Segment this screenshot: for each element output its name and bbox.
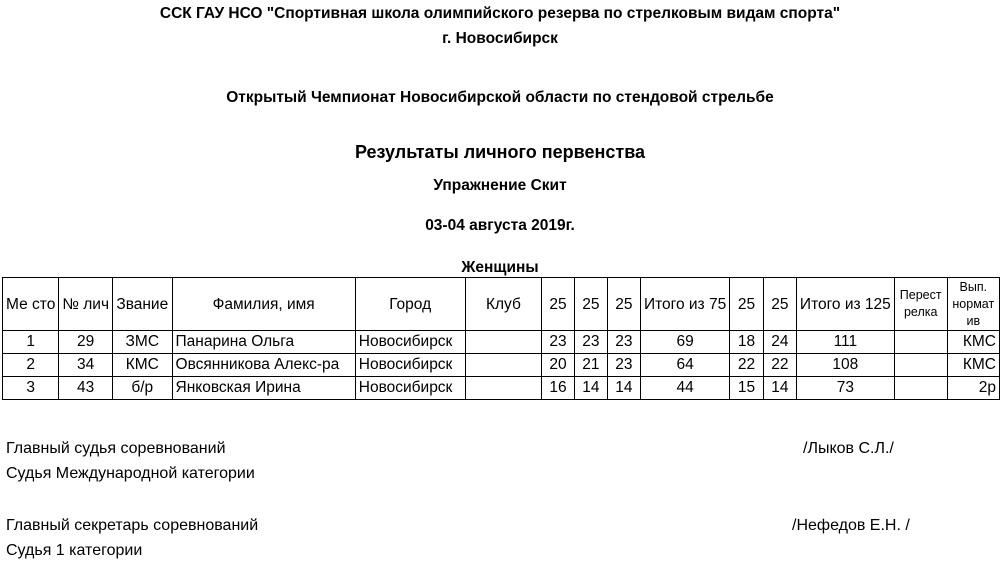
cell-club bbox=[465, 331, 542, 354]
cell-series-2: 14 bbox=[574, 377, 607, 400]
cell-shootoff bbox=[894, 331, 947, 354]
col-header-series-3: 25 bbox=[607, 278, 640, 331]
cell-series-1: 20 bbox=[542, 354, 575, 377]
chief-judge-name: /Лыков С.Л./ bbox=[803, 440, 894, 457]
cell-number: 43 bbox=[59, 377, 113, 400]
table-row bbox=[3, 377, 1000, 400]
col-header-rank: Звание bbox=[113, 278, 173, 331]
chief-judge-label: Главный судья соревнований bbox=[6, 440, 226, 457]
table-row bbox=[3, 331, 1000, 354]
col-header-series-2: 25 bbox=[574, 278, 607, 331]
cell-total-75: 69 bbox=[640, 331, 729, 354]
cell-shootoff bbox=[894, 354, 947, 377]
cell-club bbox=[465, 354, 542, 377]
cell-club bbox=[465, 377, 542, 400]
col-header-name: Фамилия, имя bbox=[172, 278, 355, 331]
chief-secretary-label: Главный секретарь соревнований bbox=[6, 517, 259, 534]
cell-total-75: 64 bbox=[640, 354, 729, 377]
cell-total-75: 44 bbox=[640, 377, 729, 400]
col-header-total-75: Итого из 75 bbox=[640, 278, 729, 331]
cell-place: 2 bbox=[3, 354, 59, 377]
results-table bbox=[2, 277, 1000, 400]
cell-norm: КМС bbox=[947, 331, 999, 354]
col-header-series-5: 25 bbox=[763, 278, 796, 331]
dates-title: 03-04 августа 2019г. bbox=[425, 217, 575, 234]
col-header-club: Клуб bbox=[465, 278, 542, 331]
table-header-row bbox=[3, 278, 1000, 331]
cell-city: Новосибирск bbox=[355, 354, 465, 377]
table-row bbox=[3, 354, 1000, 377]
col-header-number: № лич bbox=[59, 278, 113, 331]
cell-series-1: 23 bbox=[542, 331, 575, 354]
cell-total-125: 111 bbox=[796, 331, 894, 354]
cell-shootoff bbox=[894, 377, 947, 400]
cell-series-3: 23 bbox=[607, 331, 640, 354]
cell-city: Новосибирск bbox=[355, 377, 465, 400]
col-header-series-4: 25 bbox=[730, 278, 764, 331]
chief-judge-category: Судья Международной категории bbox=[6, 465, 255, 482]
cell-norm: 2р bbox=[947, 377, 999, 400]
event-title: Открытый Чемпионат Новосибирской области по стендовой стрельбе bbox=[226, 89, 774, 106]
cell-total-125: 73 bbox=[796, 377, 894, 400]
col-header-series-1: 25 bbox=[542, 278, 575, 331]
col-header-place: Ме сто bbox=[3, 278, 59, 331]
cell-series-2: 23 bbox=[574, 331, 607, 354]
category-title: Женщины bbox=[461, 259, 539, 276]
cell-name: Янковская Ирина bbox=[172, 377, 355, 400]
col-header-city: Город bbox=[355, 278, 465, 331]
cell-series-3: 14 bbox=[607, 377, 640, 400]
cell-name: Овсянникова Алекс-ра bbox=[172, 354, 355, 377]
cell-series-5: 24 bbox=[763, 331, 796, 354]
cell-series-1: 16 bbox=[542, 377, 575, 400]
exercise-title: Упражнение Скит bbox=[433, 177, 567, 194]
cell-rank: б/р bbox=[113, 377, 173, 400]
cell-name: Панарина Ольга bbox=[172, 331, 355, 354]
cell-place: 3 bbox=[3, 377, 59, 400]
col-header-total-125: Итого из 125 bbox=[796, 278, 894, 331]
cell-series-4: 18 bbox=[730, 331, 764, 354]
cell-rank: КМС bbox=[113, 354, 173, 377]
cell-norm: КМС bbox=[947, 354, 999, 377]
cell-series-5: 14 bbox=[763, 377, 796, 400]
col-header-norm: Вып. нормат ив bbox=[947, 278, 999, 331]
chief-secretary-category: Судья 1 категории bbox=[6, 542, 143, 559]
col-header-shootoff: Перест релка bbox=[894, 278, 947, 331]
cell-series-4: 15 bbox=[730, 377, 764, 400]
cell-rank: ЗМС bbox=[113, 331, 173, 354]
cell-number: 29 bbox=[59, 331, 113, 354]
cell-city: Новосибирск bbox=[355, 331, 465, 354]
cell-series-4: 22 bbox=[730, 354, 764, 377]
city-title: г. Новосибирск bbox=[442, 30, 558, 47]
results-title: Результаты личного первенства bbox=[354, 142, 646, 162]
chief-secretary-name: /Нефедов Е.Н. / bbox=[792, 517, 910, 534]
cell-series-2: 21 bbox=[574, 354, 607, 377]
cell-number: 34 bbox=[59, 354, 113, 377]
cell-place: 1 bbox=[3, 331, 59, 354]
cell-series-3: 23 bbox=[607, 354, 640, 377]
organization-title: ССК ГАУ НСО "Спортивная школа олимпийского резерва по стрелковым видам спорта" bbox=[159, 5, 841, 22]
cell-series-5: 22 bbox=[763, 354, 796, 377]
cell-total-125: 108 bbox=[796, 354, 894, 377]
